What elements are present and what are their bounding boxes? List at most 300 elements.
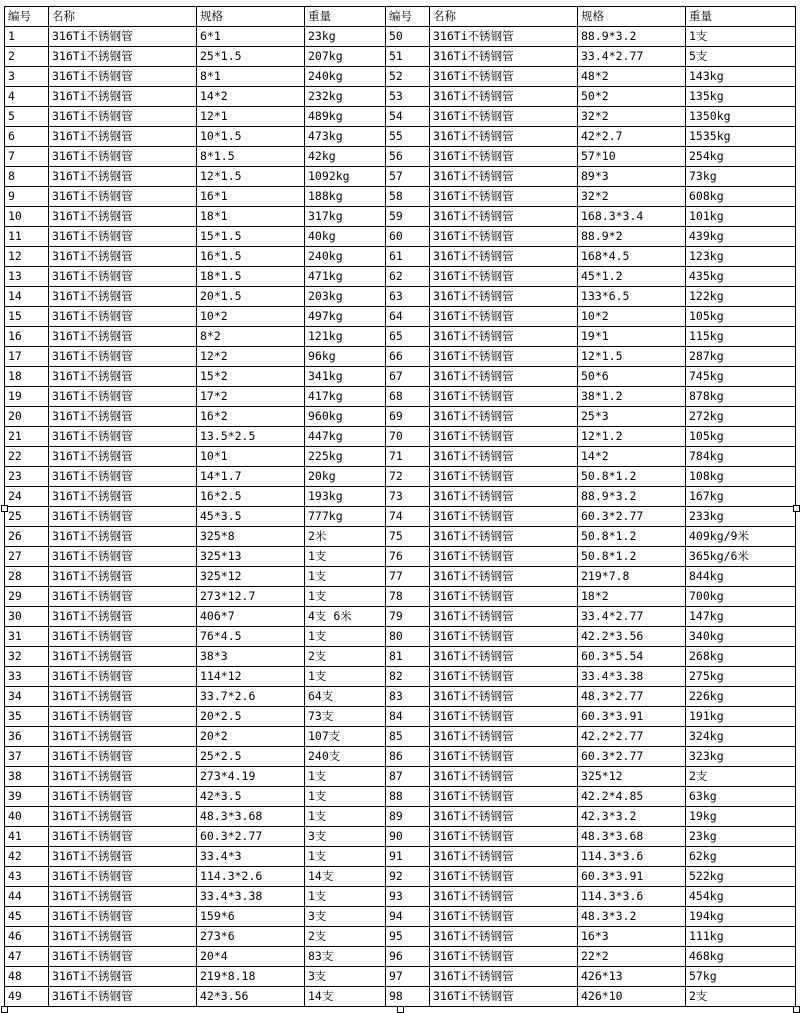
- item-name-cell: 316Ti不锈钢管: [430, 287, 578, 307]
- item-name-cell: 316Ti不锈钢管: [430, 987, 578, 1007]
- item-weight-cell: 122kg: [686, 287, 796, 307]
- item-number-cell: 97: [386, 967, 430, 987]
- item-spec-cell: 50.8*1.2: [578, 467, 686, 487]
- item-name-cell: 316Ti不锈钢管: [49, 187, 197, 207]
- item-spec-cell: 16*1.5: [197, 247, 305, 267]
- item-weight-cell: 1支: [305, 587, 386, 607]
- item-spec-cell: 13.5*2.5: [197, 427, 305, 447]
- item-number-cell: 79: [386, 607, 430, 627]
- item-name-cell: 316Ti不锈钢管: [49, 667, 197, 687]
- item-spec-cell: 45*1.2: [578, 267, 686, 287]
- item-weight-cell: 608kg: [686, 187, 796, 207]
- item-spec-cell: 406*7: [197, 607, 305, 627]
- item-spec-cell: 12*1.5: [578, 347, 686, 367]
- table-row: [5, 267, 796, 287]
- item-weight-cell: 115kg: [686, 327, 796, 347]
- item-spec-cell: 219*8.18: [197, 967, 305, 987]
- item-spec-cell: 20*2: [197, 727, 305, 747]
- item-number-cell: 5: [5, 107, 49, 127]
- item-name-cell: 316Ti不锈钢管: [430, 407, 578, 427]
- item-spec-cell: 114.3*3.6: [578, 887, 686, 907]
- item-name-cell: 316Ti不锈钢管: [430, 207, 578, 227]
- item-number-cell: 94: [386, 907, 430, 927]
- item-number-cell: 31: [5, 627, 49, 647]
- table-row: [5, 67, 796, 87]
- item-number-cell: 1: [5, 27, 49, 47]
- item-name-cell: 316Ti不锈钢管: [430, 107, 578, 127]
- item-name-cell: 316Ti不锈钢管: [430, 607, 578, 627]
- table-row: [5, 47, 796, 67]
- item-spec-cell: 33.4*3.38: [197, 887, 305, 907]
- item-name-cell: 316Ti不锈钢管: [49, 307, 197, 327]
- item-spec-cell: 33.4*3.38: [578, 667, 686, 687]
- table-row: [5, 127, 796, 147]
- item-name-cell: 316Ti不锈钢管: [49, 687, 197, 707]
- item-spec-cell: 42*2.7: [578, 127, 686, 147]
- item-weight-cell: 365kg/6米: [686, 547, 796, 567]
- item-number-cell: 85: [386, 727, 430, 747]
- item-weight-cell: 23kg: [686, 827, 796, 847]
- item-weight-cell: 317kg: [305, 207, 386, 227]
- item-weight-cell: 1支: [305, 567, 386, 587]
- table-body: [5, 27, 796, 1007]
- item-spec-cell: 114.3*3.6: [578, 847, 686, 867]
- table-row: [5, 527, 796, 547]
- table-row: [5, 607, 796, 627]
- item-number-cell: 21: [5, 427, 49, 447]
- item-spec-cell: 60.3*2.77: [578, 507, 686, 527]
- item-spec-cell: 6*1: [197, 27, 305, 47]
- item-name-cell: 316Ti不锈钢管: [430, 167, 578, 187]
- table-row: [5, 107, 796, 127]
- item-weight-cell: 1535kg: [686, 127, 796, 147]
- item-weight-cell: 62kg: [686, 847, 796, 867]
- item-spec-cell: 50*2: [578, 87, 686, 107]
- item-name-cell: 316Ti不锈钢管: [430, 947, 578, 967]
- item-weight-cell: 73支: [305, 707, 386, 727]
- item-spec-cell: 273*4.19: [197, 767, 305, 787]
- item-number-cell: 49: [5, 987, 49, 1007]
- item-weight-cell: 324kg: [686, 727, 796, 747]
- item-weight-cell: 1092kg: [305, 167, 386, 187]
- item-weight-cell: 1支: [305, 547, 386, 567]
- item-weight-cell: 471kg: [305, 267, 386, 287]
- item-name-cell: 316Ti不锈钢管: [430, 307, 578, 327]
- bottom-right-selection-handle[interactable]: [793, 1006, 800, 1013]
- item-weight-cell: 700kg: [686, 587, 796, 607]
- item-weight-cell: 341kg: [305, 367, 386, 387]
- item-spec-cell: 12*2: [197, 347, 305, 367]
- table-row: [5, 867, 796, 887]
- bottom-center-selection-handle[interactable]: [397, 1006, 404, 1013]
- table-row: [5, 287, 796, 307]
- table-row: [5, 227, 796, 247]
- item-name-cell: 316Ti不锈钢管: [430, 927, 578, 947]
- item-name-cell: 316Ti不锈钢管: [430, 547, 578, 567]
- item-weight-cell: 19kg: [686, 807, 796, 827]
- item-number-cell: 22: [5, 447, 49, 467]
- item-number-cell: 47: [5, 947, 49, 967]
- item-weight-cell: 3支: [305, 967, 386, 987]
- item-weight-cell: 473kg: [305, 127, 386, 147]
- item-weight-cell: 167kg: [686, 487, 796, 507]
- item-number-cell: 20: [5, 407, 49, 427]
- item-number-cell: 92: [386, 867, 430, 887]
- item-weight-cell: 240支: [305, 747, 386, 767]
- item-spec-cell: 38*1.2: [578, 387, 686, 407]
- table-row: [5, 767, 796, 787]
- item-weight-cell: 143kg: [686, 67, 796, 87]
- item-number-cell: 55: [386, 127, 430, 147]
- item-spec-cell: 159*6: [197, 907, 305, 927]
- item-spec-cell: 18*1: [197, 207, 305, 227]
- table-row: [5, 907, 796, 927]
- item-number-cell: 57: [386, 167, 430, 187]
- item-weight-cell: 83支: [305, 947, 386, 967]
- item-name-cell: 316Ti不锈钢管: [49, 447, 197, 467]
- table-row: [5, 447, 796, 467]
- item-spec-cell: 10*2: [197, 307, 305, 327]
- item-name-cell: 316Ti不锈钢管: [49, 647, 197, 667]
- item-spec-cell: 50.8*1.2: [578, 547, 686, 567]
- item-name-cell: 316Ti不锈钢管: [49, 847, 197, 867]
- item-name-cell: 316Ti不锈钢管: [49, 427, 197, 447]
- item-weight-cell: 107支: [305, 727, 386, 747]
- item-number-cell: 41: [5, 827, 49, 847]
- bottom-left-selection-handle[interactable]: [1, 1006, 8, 1013]
- item-spec-cell: 19*1: [578, 327, 686, 347]
- item-number-cell: 88: [386, 787, 430, 807]
- item-weight-cell: 20kg: [305, 467, 386, 487]
- item-spec-cell: 42.2*2.77: [578, 727, 686, 747]
- item-number-cell: 34: [5, 687, 49, 707]
- table-row: [5, 587, 796, 607]
- item-number-cell: 82: [386, 667, 430, 687]
- item-spec-cell: 45*3.5: [197, 507, 305, 527]
- item-weight-cell: 1350kg: [686, 107, 796, 127]
- table-row: [5, 147, 796, 167]
- item-weight-cell: 3支: [305, 907, 386, 927]
- item-name-cell: 316Ti不锈钢管: [49, 387, 197, 407]
- item-number-cell: 83: [386, 687, 430, 707]
- item-number-cell: 80: [386, 627, 430, 647]
- item-spec-cell: 25*3: [578, 407, 686, 427]
- table-row: [5, 567, 796, 587]
- item-name-cell: 316Ti不锈钢管: [49, 47, 197, 67]
- item-spec-cell: 17*2: [197, 387, 305, 407]
- item-name-cell: 316Ti不锈钢管: [49, 287, 197, 307]
- item-spec-cell: 42*3.56: [197, 987, 305, 1007]
- item-name-cell: 316Ti不锈钢管: [49, 567, 197, 587]
- item-weight-cell: 275kg: [686, 667, 796, 687]
- item-number-cell: 93: [386, 887, 430, 907]
- item-name-cell: 316Ti不锈钢管: [49, 347, 197, 367]
- item-spec-cell: 133*6.5: [578, 287, 686, 307]
- item-weight-cell: 64支: [305, 687, 386, 707]
- item-weight-cell: 522kg: [686, 867, 796, 887]
- table-row: [5, 947, 796, 967]
- right-selection-handle[interactable]: [793, 505, 800, 512]
- item-name-cell: 316Ti不锈钢管: [430, 327, 578, 347]
- item-name-cell: 316Ti不锈钢管: [430, 427, 578, 447]
- item-weight-cell: 1支: [305, 667, 386, 687]
- item-spec-cell: 426*10: [578, 987, 686, 1007]
- item-number-cell: 84: [386, 707, 430, 727]
- item-number-cell: 33: [5, 667, 49, 687]
- item-number-cell: 74: [386, 507, 430, 527]
- item-spec-cell: 8*1: [197, 67, 305, 87]
- item-name-cell: 316Ti不锈钢管: [49, 787, 197, 807]
- item-name-cell: 316Ti不锈钢管: [430, 667, 578, 687]
- item-weight-cell: 323kg: [686, 747, 796, 767]
- item-name-cell: 316Ti不锈钢管: [430, 27, 578, 47]
- item-name-cell: 316Ti不锈钢管: [430, 647, 578, 667]
- item-weight-cell: 784kg: [686, 447, 796, 467]
- item-weight-cell: 447kg: [305, 427, 386, 447]
- table-row: [5, 307, 796, 327]
- item-spec-cell: 12*1: [197, 107, 305, 127]
- item-number-cell: 29: [5, 587, 49, 607]
- item-name-cell: 316Ti不锈钢管: [49, 367, 197, 387]
- item-name-cell: 316Ti不锈钢管: [430, 127, 578, 147]
- item-name-cell: 316Ti不锈钢管: [49, 707, 197, 727]
- table-row: [5, 547, 796, 567]
- item-number-cell: 73: [386, 487, 430, 507]
- table-row: [5, 327, 796, 347]
- item-weight-cell: 960kg: [305, 407, 386, 427]
- item-weight-cell: 105kg: [686, 427, 796, 447]
- item-number-cell: 18: [5, 367, 49, 387]
- item-name-cell: 316Ti不锈钢管: [430, 347, 578, 367]
- item-weight-cell: 3支: [305, 827, 386, 847]
- item-spec-cell: 219*7.8: [578, 567, 686, 587]
- item-weight-cell: 57kg: [686, 967, 796, 987]
- item-spec-cell: 33.4*2.77: [578, 47, 686, 67]
- item-weight-cell: 123kg: [686, 247, 796, 267]
- item-spec-cell: 114.3*2.6: [197, 867, 305, 887]
- item-weight-cell: 233kg: [686, 507, 796, 527]
- item-spec-cell: 33.4*3: [197, 847, 305, 867]
- item-weight-cell: 135kg: [686, 87, 796, 107]
- item-number-cell: 63: [386, 287, 430, 307]
- item-number-cell: 28: [5, 567, 49, 587]
- item-weight-cell: 2米: [305, 527, 386, 547]
- item-weight-cell: 489kg: [305, 107, 386, 127]
- table-row: [5, 487, 796, 507]
- item-spec-cell: 57*10: [578, 147, 686, 167]
- item-weight-cell: 225kg: [305, 447, 386, 467]
- item-name-cell: 316Ti不锈钢管: [430, 847, 578, 867]
- item-name-cell: 316Ti不锈钢管: [49, 627, 197, 647]
- item-spec-cell: 33.4*2.77: [578, 607, 686, 627]
- item-weight-cell: 254kg: [686, 147, 796, 167]
- item-name-cell: 316Ti不锈钢管: [430, 187, 578, 207]
- item-spec-cell: 88.9*3.2: [578, 487, 686, 507]
- item-number-cell: 4: [5, 87, 49, 107]
- header-cell: 名称: [49, 7, 197, 27]
- table-row: [5, 627, 796, 647]
- item-weight-cell: 340kg: [686, 627, 796, 647]
- item-weight-cell: 454kg: [686, 887, 796, 907]
- item-name-cell: 316Ti不锈钢管: [430, 827, 578, 847]
- item-spec-cell: 168.3*3.4: [578, 207, 686, 227]
- item-weight-cell: 878kg: [686, 387, 796, 407]
- item-weight-cell: 101kg: [686, 207, 796, 227]
- item-number-cell: 96: [386, 947, 430, 967]
- table-row: [5, 187, 796, 207]
- item-name-cell: 316Ti不锈钢管: [430, 747, 578, 767]
- item-weight-cell: 121kg: [305, 327, 386, 347]
- item-weight-cell: 63kg: [686, 787, 796, 807]
- item-weight-cell: 5支: [686, 47, 796, 67]
- item-number-cell: 70: [386, 427, 430, 447]
- item-spec-cell: 48.3*3.2: [578, 907, 686, 927]
- item-name-cell: 316Ti不锈钢管: [49, 547, 197, 567]
- item-weight-cell: 1支: [305, 847, 386, 867]
- item-weight-cell: 468kg: [686, 947, 796, 967]
- item-weight-cell: 287kg: [686, 347, 796, 367]
- item-weight-cell: 14支: [305, 867, 386, 887]
- item-spec-cell: 50.8*1.2: [578, 527, 686, 547]
- item-spec-cell: 14*2: [197, 87, 305, 107]
- item-weight-cell: 2支: [305, 927, 386, 947]
- item-name-cell: 316Ti不锈钢管: [430, 367, 578, 387]
- item-number-cell: 95: [386, 927, 430, 947]
- item-spec-cell: 48*2: [578, 67, 686, 87]
- item-number-cell: 76: [386, 547, 430, 567]
- item-weight-cell: 240kg: [305, 247, 386, 267]
- item-weight-cell: 188kg: [305, 187, 386, 207]
- item-number-cell: 53: [386, 87, 430, 107]
- table-row: [5, 987, 796, 1007]
- table-row: [5, 467, 796, 487]
- item-name-cell: 316Ti不锈钢管: [430, 567, 578, 587]
- header-row: [5, 7, 796, 27]
- item-number-cell: 43: [5, 867, 49, 887]
- header-cell: 名称: [430, 7, 578, 27]
- header-cell: 编号: [386, 7, 430, 27]
- table-row: [5, 647, 796, 667]
- item-spec-cell: 10*2: [578, 307, 686, 327]
- item-weight-cell: 240kg: [305, 67, 386, 87]
- item-number-cell: 67: [386, 367, 430, 387]
- table-row: [5, 347, 796, 367]
- item-name-cell: 316Ti不锈钢管: [430, 47, 578, 67]
- item-spec-cell: 20*4: [197, 947, 305, 967]
- item-weight-cell: 2支: [686, 987, 796, 1007]
- item-name-cell: 316Ti不锈钢管: [49, 947, 197, 967]
- item-spec-cell: 32*2: [578, 187, 686, 207]
- item-name-cell: 316Ti不锈钢管: [49, 767, 197, 787]
- item-name-cell: 316Ti不锈钢管: [49, 247, 197, 267]
- item-spec-cell: 10*1: [197, 447, 305, 467]
- item-name-cell: 316Ti不锈钢管: [430, 727, 578, 747]
- item-name-cell: 316Ti不锈钢管: [49, 967, 197, 987]
- item-weight-cell: 191kg: [686, 707, 796, 727]
- item-weight-cell: 42kg: [305, 147, 386, 167]
- item-weight-cell: 1支: [305, 627, 386, 647]
- item-weight-cell: 105kg: [686, 307, 796, 327]
- item-spec-cell: 60.3*2.77: [197, 827, 305, 847]
- item-number-cell: 10: [5, 207, 49, 227]
- item-name-cell: 316Ti不锈钢管: [430, 907, 578, 927]
- item-number-cell: 24: [5, 487, 49, 507]
- item-spec-cell: 16*3: [578, 927, 686, 947]
- item-spec-cell: 20*2.5: [197, 707, 305, 727]
- item-name-cell: 316Ti不锈钢管: [430, 227, 578, 247]
- item-name-cell: 316Ti不锈钢管: [430, 967, 578, 987]
- item-weight-cell: 1支: [305, 767, 386, 787]
- table-row: [5, 207, 796, 227]
- item-number-cell: 75: [386, 527, 430, 547]
- item-number-cell: 64: [386, 307, 430, 327]
- item-name-cell: 316Ti不锈钢管: [49, 87, 197, 107]
- item-number-cell: 61: [386, 247, 430, 267]
- item-number-cell: 16: [5, 327, 49, 347]
- item-name-cell: 316Ti不锈钢管: [430, 527, 578, 547]
- item-spec-cell: 60.3*5.54: [578, 647, 686, 667]
- item-number-cell: 23: [5, 467, 49, 487]
- item-spec-cell: 18*2: [578, 587, 686, 607]
- table-row: [5, 787, 796, 807]
- item-spec-cell: 426*13: [578, 967, 686, 987]
- item-name-cell: 316Ti不锈钢管: [430, 787, 578, 807]
- item-spec-cell: 168*4.5: [578, 247, 686, 267]
- item-number-cell: 90: [386, 827, 430, 847]
- item-number-cell: 35: [5, 707, 49, 727]
- item-name-cell: 316Ti不锈钢管: [49, 207, 197, 227]
- item-weight-cell: 1支: [305, 887, 386, 907]
- item-spec-cell: 48.3*3.68: [578, 827, 686, 847]
- item-number-cell: 37: [5, 747, 49, 767]
- item-name-cell: 316Ti不锈钢管: [49, 407, 197, 427]
- item-weight-cell: 108kg: [686, 467, 796, 487]
- header-cell: 规格: [197, 7, 305, 27]
- item-number-cell: 71: [386, 447, 430, 467]
- item-weight-cell: 2支: [686, 767, 796, 787]
- item-spec-cell: 42*3.5: [197, 787, 305, 807]
- item-number-cell: 38: [5, 767, 49, 787]
- item-name-cell: 316Ti不锈钢管: [430, 867, 578, 887]
- item-number-cell: 56: [386, 147, 430, 167]
- item-number-cell: 51: [386, 47, 430, 67]
- item-number-cell: 25: [5, 507, 49, 527]
- item-name-cell: 316Ti不锈钢管: [430, 887, 578, 907]
- left-selection-handle[interactable]: [1, 505, 8, 512]
- item-number-cell: 39: [5, 787, 49, 807]
- pipe-spec-table: [4, 6, 796, 1007]
- item-number-cell: 44: [5, 887, 49, 907]
- item-name-cell: 316Ti不锈钢管: [430, 87, 578, 107]
- table-row: [5, 967, 796, 987]
- item-spec-cell: 32*2: [578, 107, 686, 127]
- item-weight-cell: 40kg: [305, 227, 386, 247]
- item-number-cell: 89: [386, 807, 430, 827]
- table-row: [5, 707, 796, 727]
- item-spec-cell: 25*1.5: [197, 47, 305, 67]
- item-number-cell: 66: [386, 347, 430, 367]
- item-number-cell: 32: [5, 647, 49, 667]
- item-number-cell: 98: [386, 987, 430, 1007]
- item-spec-cell: 48.3*2.77: [578, 687, 686, 707]
- item-name-cell: 316Ti不锈钢管: [49, 467, 197, 487]
- item-name-cell: 316Ti不锈钢管: [49, 127, 197, 147]
- item-weight-cell: 409kg/9米: [686, 527, 796, 547]
- item-weight-cell: 745kg: [686, 367, 796, 387]
- item-name-cell: 316Ti不锈钢管: [430, 247, 578, 267]
- item-number-cell: 12: [5, 247, 49, 267]
- item-spec-cell: 16*2: [197, 407, 305, 427]
